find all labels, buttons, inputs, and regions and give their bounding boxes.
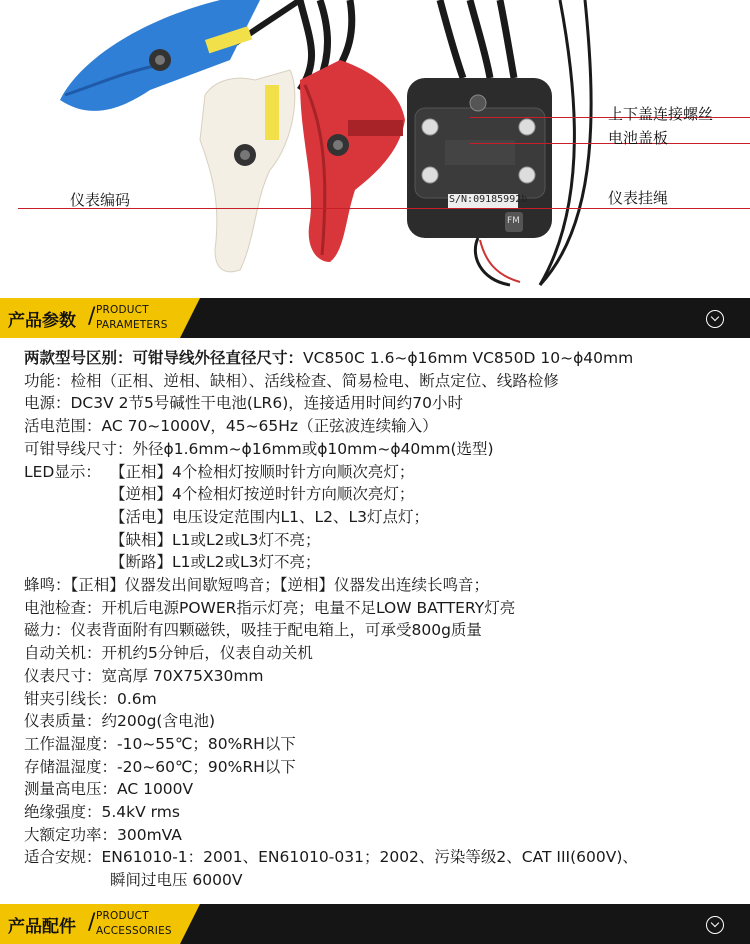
spec-weight: 仪表质量：约200g(含电池) xyxy=(24,712,216,731)
product-photo xyxy=(0,0,750,296)
spec-model-label: 两款型号区别：可钳导线外径直径尺寸： xyxy=(24,349,304,367)
callout-battery-cover: 电池盖板 xyxy=(608,129,669,147)
spec-function: 功能：检相（正相、逆相、缺相）、活线检查、简易检电、断点定位、线路检修 xyxy=(24,371,559,390)
spec-high-voltage: 测量高电压：AC 1000V xyxy=(24,780,194,799)
spec-clamp-size: 可钳导线尺寸：外径ϕ1.6mm~ϕ16mm或ϕ10mm~ϕ40mm(选型) xyxy=(24,439,494,458)
spec-work-temp: 工作温湿度：-10~55℃；80%RH以下 xyxy=(24,734,296,753)
spec-led-5: 【断路】L1或L2或L3灯不亮； xyxy=(110,553,321,572)
section-title-en-1: PRODUCT xyxy=(96,910,149,922)
callout-strap: 仪表挂绳 xyxy=(608,189,669,207)
spec-buzzer: 蜂鸣：【正相】仪器发出间歇短鸣音；【逆相】仪器发出连续长鸣音； xyxy=(24,576,490,595)
spec-lead-length: 钳夹引线长：0.6m xyxy=(24,689,157,708)
spec-store-temp: 存储温湿度：-20~60℃；90%RH以下 xyxy=(24,757,296,776)
section-banner-parameters xyxy=(0,298,750,338)
callout-screw: 上下盖连接螺丝 xyxy=(608,105,714,123)
section-title-en-2: ACCESSORIES xyxy=(96,925,172,937)
spec-model xyxy=(24,347,734,370)
spec-model-value: VC850C 1.6~ϕ16mm VC850D 10~ϕ40mm xyxy=(303,349,634,367)
chevron-down-icon[interactable] xyxy=(706,916,724,934)
spec-power: 电源：DC3V 2节5号碱性干电池(LR6)，连接适用时间约70小时 xyxy=(24,394,463,413)
fm-label: FM xyxy=(507,216,520,226)
chevron-down-icon[interactable] xyxy=(706,310,724,328)
section-banner-accessories xyxy=(0,904,750,944)
spec-led-4: 【缺相】L1或L2或L3灯不亮； xyxy=(110,530,321,549)
spec-auto-off: 自动关机：开机约5分钟后，仪表自动关机 xyxy=(24,644,313,663)
section-title-cn: 产品参数 xyxy=(8,311,76,331)
spec-led-2: 【逆相】4个检相灯按逆时针方向顺次亮灯； xyxy=(110,485,415,504)
banner-slash: / xyxy=(88,910,96,935)
callout-serial: 仪表编码 xyxy=(70,191,131,209)
spec-led-3: 【活电】电压设定范围内L1、L2、L3灯点灯； xyxy=(110,507,429,526)
spec-live-range: 活电范围：AC 70~1000V，45~65Hz（正弦波连续输入） xyxy=(24,417,438,436)
section-title-en-2: PARAMETERS xyxy=(96,319,168,331)
spec-safety-2: 瞬间过电压 6000V xyxy=(110,871,243,890)
spec-rated-power: 大额定功率：300mVA xyxy=(24,825,182,844)
spec-size: 仪表尺寸：宽高厚 70X75X30mm xyxy=(24,666,264,685)
spec-led-1: 【正相】4个检相灯按顺时针方向顺次亮灯； xyxy=(110,462,415,481)
spec-insulation: 绝缘强度：5.4kV rms xyxy=(24,803,180,822)
spec-battery-check: 电池检查：开机后电源POWER指示灯亮；电量不足LOW BATTERY灯亮 xyxy=(24,598,516,617)
tester-illustration xyxy=(0,0,750,296)
banner-slash: / xyxy=(88,304,96,329)
spec-led xyxy=(24,461,734,484)
spec-list xyxy=(24,347,734,892)
serial-label: S/N:09185992b xyxy=(449,194,528,205)
section-title-cn: 产品配件 xyxy=(8,917,76,937)
spec-magnet: 磁力：仪表背面附有四颗磁铁，吸挂于配电箱上，可承受800g质量 xyxy=(24,621,482,640)
section-title-en-1: PRODUCT xyxy=(96,304,149,316)
spec-led-label: LED显示： xyxy=(24,462,101,481)
spec-safety-1: 适合安规：EN61010-1：2001、EN61010-031；2002、污染等级2、CAT III(600V)、 xyxy=(24,848,638,867)
